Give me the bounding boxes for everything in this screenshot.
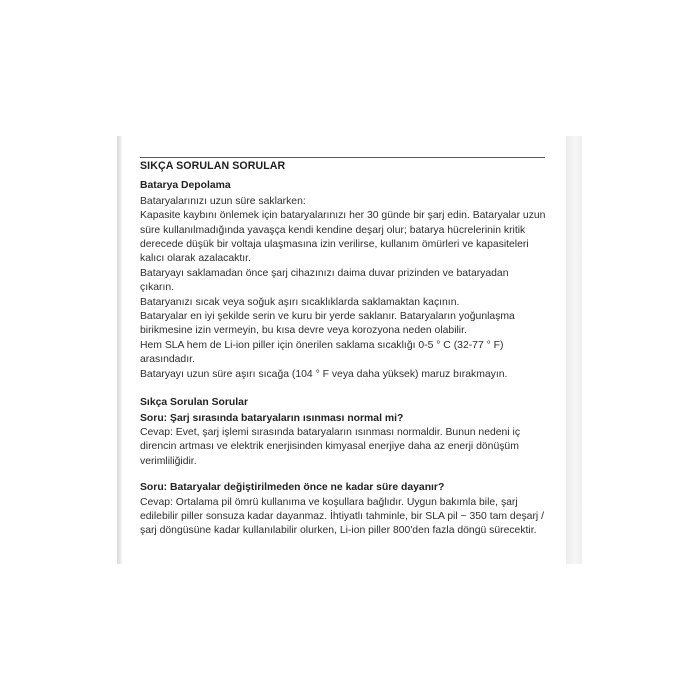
faq-answer-1: Cevap: Evet, şarj işlemi sırasında bataryaların ısınması normaldir. Bunun nedeni iç direncin artması ve elektrik enerjisinden kimyasal enerjiye daha az enerji dönüşüm verimliliğidir. xyxy=(140,426,521,467)
storage-line-charge: Kapasite kaybını önlemek için bataryalarınızı her 30 günde bir şarj edin. Bataryalar uzun süre kullanılmadığında yavaşça kendi kendine deşarj olur; batarya hücrelerinin kritik derecede düşük bir voltaja ulaşmasına izin verilirse, kullanım ömürleri ve kapasiteleri kalıcı olarak azalacaktır. xyxy=(140,210,546,265)
faq-answer-2: Cevap: Ortalama pil ömrü kullanıma ve koşullara bağlıdır. Uygun bakımla bile, şarj edilebilir piller sonsuza kadar dayanmaz. İhtiyatlı tahminle, bir SLA pil ~ 350 tam deşarj / şarj döngüsüne kadar kullanılabilir olurken, Li-ion piller 800'den fazla döngü sürecektir. xyxy=(140,496,544,537)
title-divider xyxy=(140,157,545,158)
faq-question-2: Soru: Bataryalar değiştirilmeden önce ne kadar süre dayanır? xyxy=(140,482,445,494)
storage-line-cool-dry: Bataryalar en iyi şekilde serin ve kuru bir yerde saklanır. Bataryaların yoğunlaşma birikmesine izin vermeyin, bu kısa devre veya korozyona neden olabilir. xyxy=(140,311,515,337)
page-left-edge xyxy=(117,136,122,564)
storage-line-intro: Bataryalarınızı uzun süre saklarken: xyxy=(140,195,306,207)
document-title: SIKÇA SORULAN SORULAR xyxy=(140,160,286,172)
storage-line-temperature: Hem SLA hem de Li-ion piller için önerilen saklama sıcaklığı 0-5 ° C (32-77 ° F) arasındadır. xyxy=(140,339,504,366)
storage-line-heat: Bataryayı uzun süre aşırı sıcağa (104 ° F veya daha yüksek) maruz bırakmayın. xyxy=(140,368,508,380)
storage-line-extreme-temp: Bataryanızı sıcak veya soğuk aşırı sıcaklıklarda saklamaktan kaçının. xyxy=(140,296,460,308)
storage-line-unplug-cont: çıkarın. xyxy=(140,282,175,294)
battery-storage-heading: Batarya Depolama xyxy=(140,180,231,192)
faq-heading: Sıkça Sorulan Sorular xyxy=(140,397,248,409)
faq-question-1: Soru: Şarj sırasında bataryaların ısınması normal mi? xyxy=(140,412,404,424)
document-content xyxy=(140,159,546,539)
storage-line-unplug: Bataryayı saklamadan önce şarj cihazınızı daima duvar prizinden ve bataryadan xyxy=(140,267,509,279)
page-right-edge xyxy=(566,136,582,564)
